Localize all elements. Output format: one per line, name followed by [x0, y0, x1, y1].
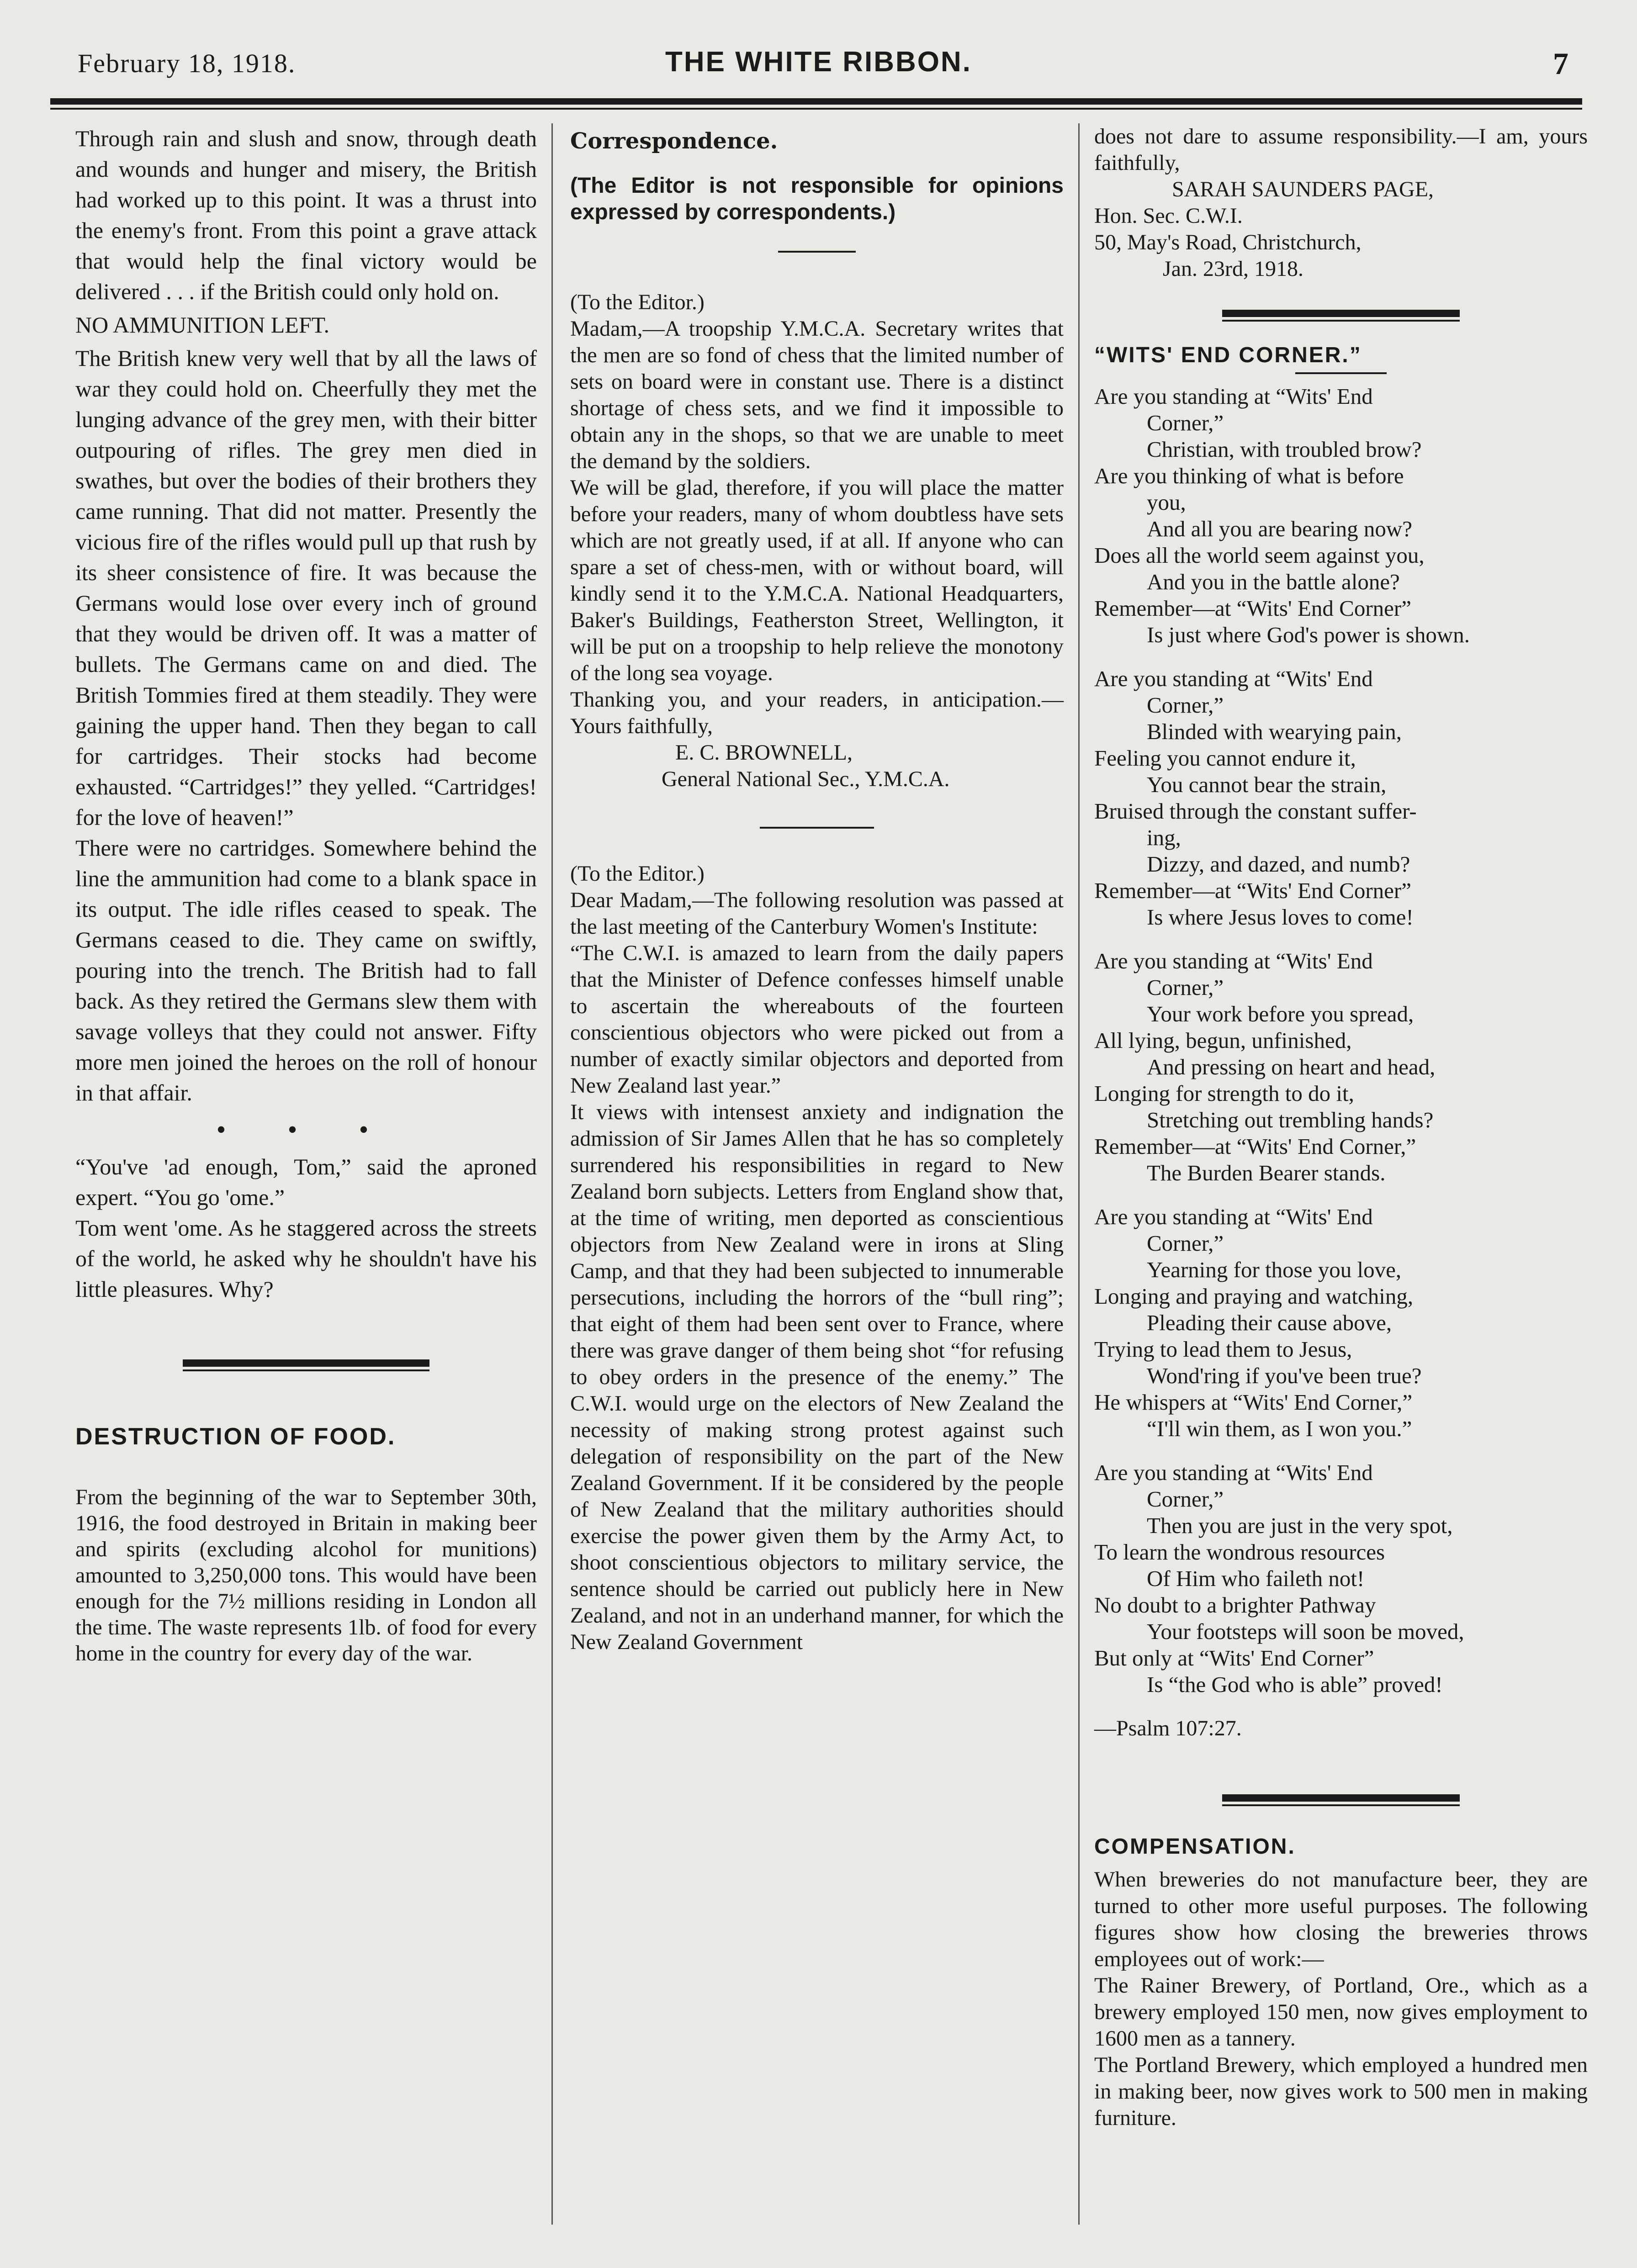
poem-stanza [1094, 948, 1588, 1186]
poem-line: Remember—at “Wits' End Corner” [1094, 878, 1411, 903]
poem-stanza [1094, 383, 1588, 648]
poem-line: Remember—at “Wits' End Corner,” [1094, 1134, 1416, 1159]
column-three [1094, 123, 1588, 2131]
poem-line: Your footsteps will soon be moved, [1147, 1619, 1464, 1644]
poem-line: Yearning for those you love, [1147, 1257, 1402, 1282]
letter-signature-name: SARAH SAUNDERS PAGE, [1172, 177, 1434, 201]
poem-line: Longing and praying and watching, [1094, 1284, 1414, 1309]
letter-signature-title: General National Sec., Y.M.C.A. [662, 767, 950, 791]
publication-title: THE WHITE RIBBON. [665, 46, 972, 78]
letter-paragraph: does not dare to assume responsibility.—I am, yours faithfully, [1094, 124, 1588, 175]
poem-line: And all you are bearing now? [1147, 516, 1412, 541]
compensation-paragraph: The Rainer Brewery, of Portland, Ore., which as a brewery employed 150 men, now gives employment to 1600 men as a tannery. [1094, 1973, 1588, 2051]
compensation-paragraph: The Portland Brewery, which employed a hundred men in making beer, now gives work to 500 men in making furniture. [1094, 2053, 1588, 2130]
article-paragraph: The British knew very well that by all the laws of war they could hold on. Cheerfully they met the lunging advance of the grey men, with their bitter outpouring of rifles. The grey men died in swathes, but over the bodies of their brothers they came running. That did not matter. Presently the vicious fire of the rifles would pull up that rush by its sheer consistence of fire. It was because the Germans would lose over every inch of ground that they would be driven off. It was a matter of bullets. The Germans came on and died. The British Tommies fired at them steadily. They were gaining the upper hand. Then they began to call for cartridges. Their stocks had become exhausted. “Cartridges!” they yelled. “Cartridges! for the love of heaven!” [75, 345, 537, 830]
poem-line: You cannot bear the strain, [1147, 772, 1387, 797]
editor-disclaimer: (The Editor is not responsible for opinions expressed by correspondents.) [570, 174, 1064, 224]
poem-line: To learn the wondrous resources [1094, 1539, 1385, 1565]
column-divider [551, 123, 553, 2225]
poem-line: “I'll win them, as I won you.” [1147, 1416, 1412, 1441]
poem-line: Is where Jesus loves to come! [1147, 904, 1414, 930]
poem-line: He whispers at “Wits' End Corner,” [1094, 1390, 1413, 1415]
poem-line: Stretching out trembling hands? [1147, 1107, 1434, 1132]
poem-stanza [1094, 1204, 1588, 1442]
letter-paragraph: It views with intensest anxiety and indignation the admission of Sir James Allen that he has so completely surrendered his responsibilities in regard to New Zealand born subjects. Letters from England show that, at the time of writing, men deported as conscientious objectors from New Zealand were in irons at Sling Camp, and that they had been subjected to innumerable persecutions, including the horrors of the “bull ring”; that eight of them had been sent over to France, where there was grave danger of them being shot “for refusing to obey orders in the presence of the enemy.” The C.W.I. would urge on the electors of New Zealand the necessity of making strong protest against such delegation of responsibility on the part of the New Zealand Government. If it be considered by the people of New Zealand that the military authorities should exercise the power given them by the Army Act, to shoot conscientious objectors to military service, the sentence should be carried out publicly here in New Zealand, and not in an underhand manner, for which the New Zealand Government [570, 1100, 1064, 1654]
article-paragraph: “You've 'ad enough, Tom,” said the aproned expert. “You go 'ome.” [75, 1154, 537, 1210]
poem-line: Corner,” [1147, 1486, 1224, 1512]
poem-line: Are you thinking of what is before [1094, 463, 1404, 488]
poem-line: All lying, begun, unfinished, [1094, 1028, 1352, 1053]
letter-signature-address: 50, May's Road, Christchurch, [1094, 230, 1362, 254]
poem-line: And you in the battle alone? [1147, 569, 1400, 594]
poem-line: ing, [1147, 825, 1181, 850]
letter-signature-title: Hon. Sec. C.W.I. [1094, 204, 1243, 228]
column-divider [1078, 123, 1080, 2225]
section-break-bullets: • • • [216, 1115, 396, 1145]
wits-end-corner-heading: “WITS' END CORNER.” [1094, 343, 1362, 367]
letter-signature-date: Jan. 23rd, 1918. [1163, 257, 1303, 281]
header-rule-thin [50, 108, 1582, 110]
header-rule [50, 98, 1582, 105]
poem-line: Of Him who faileth not! [1147, 1566, 1365, 1591]
article-paragraph: Tom went 'ome. As he staggered across the streets of the world, he asked why he shouldn't have his little pleasures. Why? [75, 1215, 537, 1302]
letter-signature-name: E. C. BROWNELL, [675, 740, 853, 765]
poem-line: Remember—at “Wits' End Corner” [1094, 596, 1411, 621]
letter-salutation: (To the Editor.) [570, 862, 705, 886]
poem-line: Are you standing at “Wits' End [1094, 1460, 1373, 1485]
compensation-heading: COMPENSATION. [1094, 1834, 1296, 1859]
poem-line: Trying to lead them to Jesus, [1094, 1337, 1352, 1362]
poem-line: Does all the world seem against you, [1094, 543, 1425, 568]
poem-line: Corner,” [1147, 693, 1224, 718]
section-rule [183, 1359, 429, 1367]
compensation-paragraph: When breweries do not manufacture beer, they are turned to other more useful purposes. The following figures show how closing the breweries throws employees out of work:— [1094, 1867, 1588, 1971]
poem-line: Corner,” [1147, 1231, 1224, 1256]
letter-paragraph: Thanking you, and your readers, in anticipation.—Yours faithfully, [570, 687, 1064, 738]
article-paragraph: There were no cartridges. Somewhere behind the line the ammunition had come to a blank space in its output. The idle rifles ceased to speak. The Germans ceased to die. They came on swiftly, pouring into the trench. The British had to fall back. As they retired the Germans slew them with savage volleys that they could not answer. Fifty more men joined the heroes on the roll of honour in that affair. [75, 835, 537, 1105]
letter-salutation: (To the Editor.) [570, 290, 705, 314]
poem-line: Wond'ring if you've been true? [1147, 1363, 1422, 1388]
letter-paragraph: Madam,—A troopship Y.M.C.A. Secretary writes that the men are so fond of chess that the limited number of sets on board were in constant use. There is a distinct shortage of chess sets, and we find it impossible to obtain any in the shops, so that we are unable to meet the demand by the soldiers. [570, 317, 1064, 473]
poem-line: Bruised through the constant suffer- [1094, 798, 1417, 824]
issue-date: February 18, 1918. [78, 48, 296, 78]
poem-line: Your work before you spread, [1147, 1001, 1414, 1026]
poem-line: Dizzy, and dazed, and numb? [1147, 851, 1410, 877]
poem-line: But only at “Wits' End Corner” [1094, 1645, 1374, 1671]
poem-line: Corner,” [1147, 410, 1224, 435]
letter-continuation [1094, 123, 1588, 282]
section-rule [1222, 310, 1460, 317]
poem-line: Corner,” [1147, 975, 1224, 1000]
running-head [50, 43, 1587, 85]
poem-line: And pressing on heart and head, [1147, 1054, 1436, 1079]
poem-stanza [1094, 1459, 1588, 1698]
poem-line: Are you standing at “Wits' End [1094, 384, 1373, 409]
correspondence-title: Correspondence. [570, 128, 778, 154]
food-paragraph: From the beginning of the war to September 30th, 1916, the food destroyed in Britain in making beer and spirits (excluding alcohol for munitions) amounted to 3,250,000 tons. This would have been enough for the 7½ millions residing in London all the time. The waste represents 1lb. of food for every home in the country for every day of the war. [75, 1485, 537, 1665]
poem-line: Feeling you cannot endure it, [1094, 745, 1356, 771]
column-one [75, 123, 537, 1666]
letter-paragraph: “The C.W.I. is amazed to learn from the daily papers that the Minister of Defence confesses himself unable to ascertain the whereabouts of the fourteen conscientious objectors who were picked out from a number of exactly similar objectors and deported from New Zealand last year.” [570, 941, 1064, 1098]
poem-line: Are you standing at “Wits' End [1094, 948, 1373, 973]
poem-line: Then you are just in the very spot, [1147, 1513, 1453, 1538]
poem-line: you, [1147, 490, 1186, 515]
letter-paragraph: Dear Madam,—The following resolution was passed at the last meeting of the Canterbury Women's Institute: [570, 888, 1064, 939]
poem-line: Is “the God who is able” proved! [1147, 1672, 1443, 1697]
psalm-reference: —Psalm 107:27. [1094, 1716, 1242, 1740]
poem [1094, 383, 1588, 1698]
article-paragraph: Through rain and slush and snow, through death and wounds and hunger and misery, the British had worked up to this point. It was a thrust into the enemy's front. From this point a grave attack that would help the final victory would be delivered . . . if the British could only hold on. [75, 126, 537, 304]
page-number: 7 [1553, 46, 1568, 81]
poem-line: Christian, with troubled brow? [1147, 437, 1422, 462]
article-subhead: NO AMMUNITION LEFT. [75, 312, 329, 338]
section-rule [1222, 1794, 1460, 1802]
column-two [570, 123, 1064, 1655]
poem-line: No doubt to a brighter Pathway [1094, 1592, 1376, 1618]
poem-line: Blinded with wearying pain, [1147, 719, 1402, 744]
destruction-of-food-heading: DESTRUCTION OF FOOD. [75, 1423, 396, 1450]
poem-line: Pleading their cause above, [1147, 1310, 1392, 1335]
poem-stanza [1094, 666, 1588, 930]
poem-line: Longing for strength to do it, [1094, 1081, 1354, 1106]
poem-line: Is just where God's power is shown. [1147, 622, 1470, 647]
poem-line: The Burden Bearer stands. [1147, 1160, 1386, 1185]
letter-paragraph: We will be glad, therefore, if you will place the matter before your readers, many of whom doubtless have sets which are not greatly used, if at all. If anyone who can spare a set of chess-men, with or without board, will kindly send it to the Y.M.C.A. National Headquarters, Baker's Buildings, Featherston Street, Wellington, it will be put on a troopship to help relieve the monotony of the long sea voyage. [570, 476, 1064, 685]
poem-line: Are you standing at “Wits' End [1094, 1204, 1373, 1229]
poem-line: Are you standing at “Wits' End [1094, 666, 1373, 691]
